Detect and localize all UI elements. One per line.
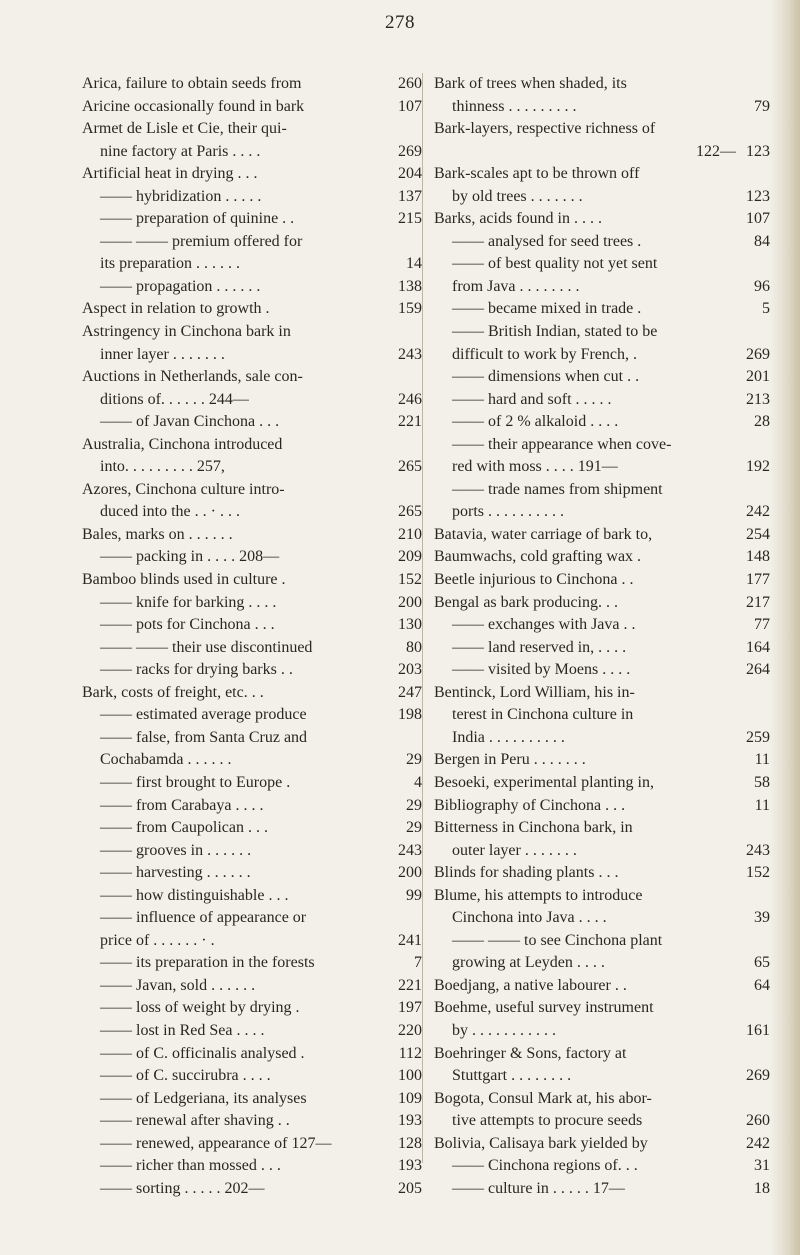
index-entry-page: 39	[754, 909, 770, 927]
index-entry-page: 193	[398, 1112, 422, 1130]
index-entry-text: —— harvesting . . . . . .	[100, 864, 251, 882]
index-entry-text: Beetle injurious to Cinchona . .	[434, 571, 634, 589]
index-entry	[82, 96, 422, 119]
index-entry-text: outer layer . . . . . . .	[452, 841, 577, 859]
index-entry-text: —— renewed, appearance of 127—	[100, 1134, 332, 1152]
index-entry	[82, 186, 422, 209]
index-entry	[434, 885, 770, 908]
index-entry-text: Bentinck, Lord William, his in-	[434, 683, 635, 701]
index-entry-text: —— land reserved in, . . . .	[452, 638, 627, 656]
index-entry-page: 247	[398, 683, 422, 701]
index-entry-page: 200	[398, 864, 422, 882]
index-entry	[434, 682, 770, 705]
index-column-right	[434, 73, 770, 1200]
index-entry	[434, 118, 770, 141]
index-entry	[82, 930, 422, 953]
index-entry	[434, 1110, 770, 1133]
index-entry-page: 260	[398, 75, 422, 92]
index-entry-page: 242	[746, 503, 770, 521]
index-entry	[82, 614, 422, 637]
index-entry	[434, 1133, 770, 1156]
index-entry-text: —— —— premium offered for	[100, 232, 303, 250]
index-entry	[434, 73, 770, 96]
index-entry-page: 18	[754, 1179, 770, 1197]
index-entry-page: 138	[398, 277, 422, 295]
index-entry-page: 84	[754, 232, 770, 250]
index-entry	[82, 727, 422, 750]
index-entry-text: —— grooves in . . . . . .	[100, 841, 252, 859]
index-entry	[434, 479, 770, 502]
index-entry	[82, 524, 422, 547]
index-entry-text: Boedjang, a native labourer . .	[434, 976, 627, 994]
index-entry-page: 11	[754, 751, 770, 769]
index-entry-text: from Java . . . . . . . .	[452, 277, 580, 295]
index-entry	[82, 276, 422, 299]
index-entry-page: 152	[746, 864, 770, 882]
index-entry-page: 29	[406, 796, 422, 814]
index-entry-text: —— Cinchona regions of. . .	[452, 1157, 638, 1175]
index-entry	[82, 231, 422, 254]
index-entry-text: ports . . . . . . . . . .	[452, 503, 564, 521]
index-entry-text: growing at Leyden . . . .	[452, 954, 605, 972]
index-entry-text: —— racks for drying barks . .	[100, 661, 293, 679]
index-entry	[82, 1088, 422, 1111]
index-entry-text: Aricine occasionally found in bark	[82, 97, 305, 115]
index-entry	[434, 96, 770, 119]
index-entry-page: 260	[746, 1112, 770, 1130]
index-entry-page: 265	[398, 458, 422, 476]
index-entry-page: 137	[398, 187, 422, 205]
index-entry-text: Bolivia, Calisaya bark yielded by	[434, 1134, 648, 1152]
index-entry-page: 246	[398, 390, 422, 408]
index-entry-page: 128	[398, 1134, 422, 1152]
index-entry-page: 109	[398, 1089, 422, 1107]
index-entry	[82, 344, 422, 367]
index-entry-page: 107	[398, 97, 422, 115]
index-entry	[434, 501, 770, 524]
index-entry	[82, 795, 422, 818]
index-entry-text: Bengal as bark producing. . .	[434, 593, 618, 611]
index-entry-text: Aspect in relation to growth .	[82, 300, 270, 318]
index-entry-text: by old trees . . . . . . .	[452, 187, 583, 205]
index-entry-page: 200	[398, 593, 422, 611]
index-entry-page: 159	[398, 300, 422, 318]
index-entry-page: 65	[754, 954, 770, 972]
index-entry-text: Barks, acids found in . . . .	[434, 210, 602, 228]
index-entry-text: Astringency in Cinchona bark in	[82, 323, 291, 341]
index-entry-page: 29	[406, 751, 422, 769]
index-entry-page: 123	[746, 142, 770, 160]
index-entry-text: —— packing in . . . . 208—	[100, 548, 280, 566]
index-entry-page: 198	[398, 706, 422, 724]
index-entry	[82, 118, 422, 141]
index-entry-page: 161	[746, 1021, 770, 1039]
index-entry	[434, 975, 770, 998]
index-entry-text: red with moss . . . . 191—	[452, 458, 618, 476]
index-entry-page: 210	[398, 525, 422, 543]
index-entry-page: 269	[746, 345, 770, 363]
index-entry-text: —— British Indian, stated to be	[452, 323, 658, 341]
index-entry-page: 220	[398, 1021, 422, 1039]
index-entry-page: 265	[398, 503, 422, 521]
index-entry-page: 58	[754, 773, 770, 791]
index-entry-text: Azores, Cinchona culture intro-	[82, 480, 285, 498]
index-entry	[434, 456, 770, 479]
index-entry-text: 122—	[696, 142, 736, 160]
index-entry	[82, 434, 422, 457]
index-entry-text: —— how distinguishable . . .	[100, 886, 289, 904]
index-entry	[82, 1155, 422, 1178]
index-entry-text: —— loss of weight by drying .	[100, 999, 300, 1017]
index-entry-text: difficult to work by French, .	[452, 345, 638, 363]
index-entry	[434, 524, 770, 547]
index-entry-text: Cochabamda . . . . . .	[100, 751, 232, 769]
index-entry	[82, 298, 422, 321]
index-entry-page: 209	[398, 548, 422, 566]
index-entry-page: 152	[398, 571, 422, 589]
index-entry	[434, 411, 770, 434]
index-entry-page: 269	[398, 142, 422, 160]
index-entry-page: 80	[406, 638, 422, 656]
index-entry-text: —— Javan, sold . . . . . .	[100, 976, 256, 994]
index-entry-page: 192	[746, 458, 770, 476]
index-entry-page: 201	[746, 368, 770, 386]
index-entry-text: —— of Ledgeriana, its analyses	[100, 1089, 307, 1107]
index-entry	[434, 637, 770, 660]
index-entry-page: 242	[746, 1134, 770, 1152]
index-entry-text: Bitterness in Cinchona bark, in	[434, 819, 633, 837]
index-entry-text: —— trade names from shipment	[452, 480, 663, 498]
index-entry-text: Boehringer & Sons, factory at	[434, 1044, 627, 1062]
index-entry-text: Bark of trees when shaded, its	[434, 75, 627, 92]
index-entry	[82, 817, 422, 840]
index-entry	[434, 749, 770, 772]
index-entry	[82, 659, 422, 682]
index-entry	[82, 592, 422, 615]
index-entry-page: 264	[746, 661, 770, 679]
index-entry	[82, 411, 422, 434]
index-entry-page: 164	[746, 638, 770, 656]
index-entry	[82, 975, 422, 998]
index-entry	[82, 456, 422, 479]
index-entry-text: Bark-layers, respective richness of	[434, 120, 656, 138]
index-entry-text: —— of C. succirubra . . . .	[100, 1067, 271, 1085]
index-entry-page: 99	[406, 886, 422, 904]
index-entry-text: —— analysed for seed trees .	[452, 232, 642, 250]
index-entry-page: 4	[414, 773, 422, 791]
index-entry-text: terest in Cinchona culture in	[452, 706, 634, 724]
index-entry	[434, 772, 770, 795]
index-entry-page: 243	[398, 345, 422, 363]
index-entry	[434, 1088, 770, 1111]
index-entry-page: 28	[754, 413, 770, 431]
index-entry-page: 96	[754, 277, 770, 295]
index-entry	[82, 637, 422, 660]
index-entry-page: 77	[754, 616, 770, 634]
index-entry-page: 64	[754, 976, 770, 994]
index-entry-text: —— visited by Moens . . . .	[452, 661, 631, 679]
index-entry-text: —— sorting . . . . . 202—	[100, 1179, 265, 1197]
index-entry-text: Bark, costs of freight, etc. . .	[82, 683, 264, 701]
index-entry	[434, 434, 770, 457]
index-entry	[434, 163, 770, 186]
index-entry	[434, 795, 770, 818]
index-entry-page: 130	[398, 616, 422, 634]
index-entry	[434, 704, 770, 727]
index-entry-text: —— of C. officinalis analysed .	[100, 1044, 305, 1062]
index-entry-text: duced into the . . · . . .	[100, 503, 240, 521]
index-entry-text: price of . . . . . . · .	[100, 931, 215, 949]
index-entry	[434, 907, 770, 930]
index-entry-page: 203	[398, 661, 422, 679]
index-entry	[434, 817, 770, 840]
index-entry-text: —— from Caupolican . . .	[100, 819, 268, 837]
index-entry-page: 31	[754, 1157, 770, 1175]
index-entry-page: 215	[398, 210, 422, 228]
index-entry	[82, 772, 422, 795]
index-entry-page: 221	[398, 976, 422, 994]
index-entry	[434, 840, 770, 863]
index-entry-text: —— exchanges with Java . .	[452, 616, 636, 634]
index-entry-text: Bales, marks on . . . . . .	[82, 525, 233, 543]
index-entry	[434, 614, 770, 637]
index-entry	[82, 704, 422, 727]
index-entry-page: 11	[754, 796, 770, 814]
page-edge-shadow	[770, 0, 800, 1255]
index-entry-text: Bamboo blinds used in culture .	[82, 571, 286, 589]
index-entry-page: 221	[398, 413, 422, 431]
index-entry	[82, 208, 422, 231]
index-entry-text: Blinds for shading plants . . .	[434, 864, 619, 882]
index-entry-page: 241	[398, 931, 422, 949]
index-entry	[82, 907, 422, 930]
index-entry	[82, 141, 422, 164]
index-entry-text: nine factory at Paris . . . .	[100, 142, 261, 160]
index-entry	[82, 840, 422, 863]
index-entry-text: Batavia, water carriage of bark to,	[434, 525, 653, 543]
index-entry	[434, 862, 770, 885]
index-entry-text: —— its preparation in the forests	[100, 954, 315, 972]
index-entry	[434, 186, 770, 209]
index-entry-text: Auctions in Netherlands, sale con-	[82, 368, 303, 386]
index-entry-page: 243	[746, 841, 770, 859]
index-entry	[82, 501, 422, 524]
index-entry-page: 213	[746, 390, 770, 408]
index-entry-text: Bogota, Consul Mark at, his abor-	[434, 1089, 652, 1107]
index-entry-text: —— pots for Cinchona . . .	[100, 616, 275, 634]
index-entry-text: by . . . . . . . . . . .	[452, 1021, 556, 1039]
index-entry-text: —— preparation of quinine . .	[100, 210, 295, 228]
index-entry-text: —— —— their use discontinued	[100, 638, 313, 656]
index-entry	[434, 208, 770, 231]
index-entry-text: —— lost in Red Sea . . . .	[100, 1021, 265, 1039]
index-entry	[434, 298, 770, 321]
index-entry	[434, 930, 770, 953]
index-entry	[82, 366, 422, 389]
index-entry-text: —— of 2 % alkaloid . . . .	[452, 413, 619, 431]
index-entry	[434, 344, 770, 367]
index-entry-text: —— became mixed in trade .	[452, 300, 642, 318]
index-entry-page: 269	[746, 1067, 770, 1085]
index-column-left	[82, 73, 422, 1200]
index-entry	[82, 749, 422, 772]
index-entry-text: ditions of. . . . . . 244—	[100, 390, 249, 408]
index-entry	[82, 997, 422, 1020]
index-entry	[434, 321, 770, 344]
index-entry	[434, 659, 770, 682]
index-entry	[82, 1020, 422, 1043]
index-entry-page: 123	[746, 187, 770, 205]
index-entry-page: 217	[746, 593, 770, 611]
index-entry	[434, 1065, 770, 1088]
index-entry-page: 254	[746, 525, 770, 543]
index-entry-page: 243	[398, 841, 422, 859]
index-entry-text: into. . . . . . . . . 257,	[100, 458, 225, 476]
index-entry-text: Artificial heat in drying . . .	[82, 165, 258, 183]
index-entry	[434, 592, 770, 615]
page-number: 278	[385, 12, 415, 33]
index-entry	[82, 321, 422, 344]
index-entry-text: its preparation . . . . . .	[100, 255, 240, 273]
index-entry-page: 107	[746, 210, 770, 228]
index-entry-page: 205	[398, 1179, 422, 1197]
index-entry	[82, 1065, 422, 1088]
index-entry	[82, 546, 422, 569]
column-divider	[422, 73, 423, 1163]
index-entry	[82, 952, 422, 975]
index-entry	[82, 1110, 422, 1133]
index-entry	[82, 862, 422, 885]
index-entry-page: 79	[754, 97, 770, 115]
index-entry	[82, 682, 422, 705]
index-entry-text: Bark-scales apt to be thrown off	[434, 165, 640, 183]
index-entry-page: 148	[746, 548, 770, 566]
index-entry	[82, 885, 422, 908]
index-entry	[434, 389, 770, 412]
index-entry-text: thinness . . . . . . . . .	[452, 97, 577, 115]
index-entry-text: Besoeki, experimental planting in,	[434, 773, 654, 791]
index-entry	[82, 73, 422, 96]
index-entry-page: 204	[398, 165, 422, 183]
index-entry-text: Bibliography of Cinchona . . .	[434, 796, 626, 814]
index-entry-page: 29	[406, 819, 422, 837]
index-entry	[434, 366, 770, 389]
index-entry-page: 197	[398, 999, 422, 1017]
index-entry-text: Bergen in Peru . . . . . . .	[434, 751, 586, 769]
index-entry	[82, 479, 422, 502]
index-entry-page: 259	[746, 728, 770, 746]
index-entry-text: Armet de Lisle et Cie, their qui-	[82, 120, 287, 138]
index-entry	[434, 997, 770, 1020]
index-entry-text: Arica, failure to obtain seeds from	[82, 75, 302, 92]
index-entry-page: 5	[762, 300, 770, 318]
index-entry-text: —— of Javan Cinchona . . .	[100, 413, 280, 431]
index-entry-text: tive attempts to procure seeds	[452, 1112, 643, 1130]
index-entry-text: Boehme, useful survey instrument	[434, 999, 654, 1017]
index-entry-text: —— renewal after shaving . .	[100, 1112, 290, 1130]
index-entry	[434, 1178, 770, 1201]
index-entry	[434, 276, 770, 299]
index-entry-text: Blume, his attempts to introduce	[434, 886, 643, 904]
index-entry-text: —— influence of appearance or	[100, 909, 307, 927]
index-entry	[434, 253, 770, 276]
index-entry-text: —— propagation . . . . . .	[100, 277, 261, 295]
index-entry-text: Stuttgart . . . . . . . .	[452, 1067, 572, 1085]
index-entry	[82, 163, 422, 186]
index-entry-text: —— hard and soft . . . . .	[452, 390, 612, 408]
index-entry	[82, 1178, 422, 1201]
index-entry-page: 177	[746, 571, 770, 589]
index-entry	[434, 1155, 770, 1178]
index-entry-text: —— from Carabaya . . . .	[100, 796, 264, 814]
index-entry	[434, 231, 770, 254]
index-entry	[82, 1043, 422, 1066]
index-entry-text: —— estimated average produce	[100, 706, 307, 724]
index-entry	[434, 141, 770, 164]
index-entry	[434, 546, 770, 569]
index-entry-text: Baumwachs, cold grafting wax .	[434, 548, 642, 566]
index-entry-text: India . . . . . . . . . .	[452, 728, 565, 746]
index-entry-text: inner layer . . . . . . .	[100, 345, 225, 363]
index-entry-page: 112	[398, 1044, 422, 1062]
index-entry	[434, 727, 770, 750]
index-entry-page: 7	[414, 954, 422, 972]
index-entry-text: Australia, Cinchona introduced	[82, 435, 283, 453]
index-entry-text: —— false, from Santa Cruz and	[100, 728, 308, 746]
index-entry-text: —— their appearance when cove-	[452, 435, 672, 453]
index-entry-text: —— richer than mossed . . .	[100, 1157, 281, 1175]
index-entry-text: —— culture in . . . . . 17—	[452, 1179, 625, 1197]
index-entry-text: —— of best quality not yet sent	[452, 255, 658, 273]
index-entry-text: Cinchona into Java . . . .	[452, 909, 607, 927]
index-entry	[82, 389, 422, 412]
index-entry-page: 14	[406, 255, 422, 273]
index-entry	[82, 253, 422, 276]
index-entry	[434, 1043, 770, 1066]
index-entry-text: —— hybridization . . . . .	[100, 187, 262, 205]
index-entry	[434, 952, 770, 975]
index-entry-text: —— knife for barking . . . .	[100, 593, 277, 611]
index-entry	[82, 1133, 422, 1156]
index-entry-page: 193	[398, 1157, 422, 1175]
index-entry-text: —— first brought to Europe .	[100, 773, 291, 791]
index-entry-text: —— dimensions when cut . .	[452, 368, 640, 386]
index-entry-text: —— —— to see Cinchona plant	[452, 931, 663, 949]
index-entry-page: 100	[398, 1067, 422, 1085]
index-entry	[82, 569, 422, 592]
index-entry	[434, 1020, 770, 1043]
index-entry	[434, 569, 770, 592]
